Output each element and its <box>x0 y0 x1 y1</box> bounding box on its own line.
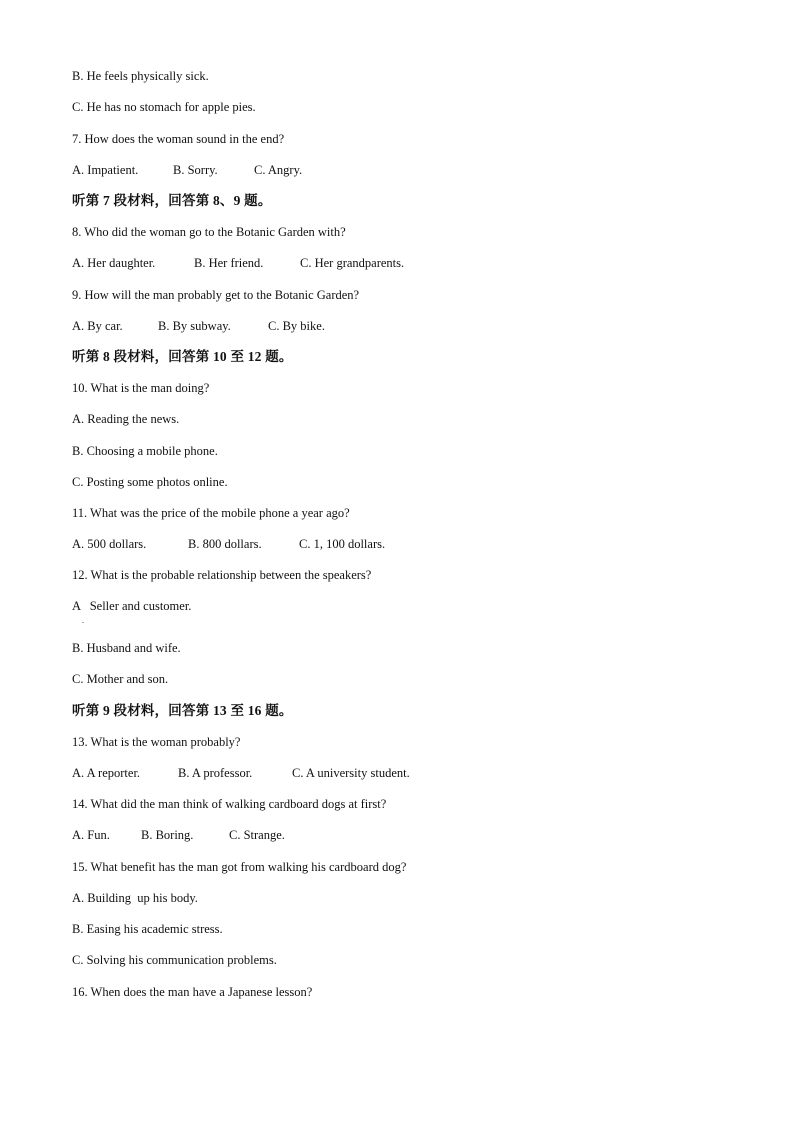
option-9a: A. By car. <box>72 319 123 333</box>
option-13c: C. A university student. <box>292 766 410 780</box>
options-8 <box>72 255 404 271</box>
options-14 <box>72 827 285 843</box>
option-10a: A. Reading the news. <box>72 412 180 426</box>
option-12b: B. Husband and wife. <box>72 641 181 655</box>
option-11c: C. 1, 100 dollars. <box>299 537 386 551</box>
option-8a: A. Her daughter. <box>72 256 156 270</box>
question-12: 12. What is the probable relationship between the speakers? <box>72 568 372 582</box>
option-7a: A. Impatient. <box>72 163 139 177</box>
option-13a: A. A reporter. <box>72 766 141 780</box>
option-15a: A. Building up his body. <box>72 891 198 905</box>
option-10b: B. Choosing a mobile phone. <box>72 444 218 458</box>
option-14a: A. Fun. <box>72 828 110 842</box>
question-16: 16. When does the man have a Japanese lesson? <box>72 985 313 999</box>
option-11b: B. 800 dollars. <box>188 537 262 551</box>
option-6b: B. He feels physically sick. <box>72 69 209 83</box>
stray-dot: . <box>82 616 84 625</box>
options-13 <box>72 765 410 781</box>
option-7c: C. Angry. <box>254 163 303 177</box>
option-7b: B. Sorry. <box>173 163 218 177</box>
question-13: 13. What is the woman probably? <box>72 735 241 749</box>
option-8c: C. Her grandparents. <box>300 256 405 270</box>
option-13b: B. A professor. <box>178 766 253 780</box>
section-heading-8: 听第 8 段材料，回答第 10 至 12 题。 <box>72 349 293 364</box>
option-14b: B. Boring. <box>141 828 194 842</box>
options-9 <box>72 318 325 334</box>
options-7 <box>72 162 302 178</box>
option-6c: C. He has no stomach for apple pies. <box>72 100 256 114</box>
question-15: 15. What benefit has the man got from walking his cardboard dog? <box>72 860 407 874</box>
options-11 <box>72 536 385 552</box>
question-8: 8. Who did the woman go to the Botanic Garden with? <box>72 225 346 239</box>
option-12c: C. Mother and son. <box>72 672 169 686</box>
question-9: 9. How will the man probably get to the Botanic Garden? <box>72 288 360 302</box>
option-9c: C. By bike. <box>268 319 325 333</box>
option-15c: C. Solving his communication problems. <box>72 953 277 967</box>
option-10c: C. Posting some photos online. <box>72 475 228 489</box>
option-15b: B. Easing his academic stress. <box>72 922 223 936</box>
option-12a: A Seller and customer. <box>72 599 192 613</box>
section-heading-9: 听第 9 段材料，回答第 13 至 16 题。 <box>72 703 293 718</box>
option-8b: B. Her friend. <box>194 256 264 270</box>
question-11: 11. What was the price of the mobile phone a year ago? <box>72 506 350 520</box>
question-14: 14. What did the man think of walking cardboard dogs at first? <box>72 797 387 811</box>
question-10: 10. What is the man doing? <box>72 381 210 395</box>
question-7: 7. How does the woman sound in the end? <box>72 132 285 146</box>
option-14c: C. Strange. <box>229 828 285 842</box>
section-heading-7: 听第 7 段材料，回答第 8、9 题。 <box>72 193 272 208</box>
option-11a: A. 500 dollars. <box>72 537 147 551</box>
option-9b: B. By subway. <box>158 319 231 333</box>
